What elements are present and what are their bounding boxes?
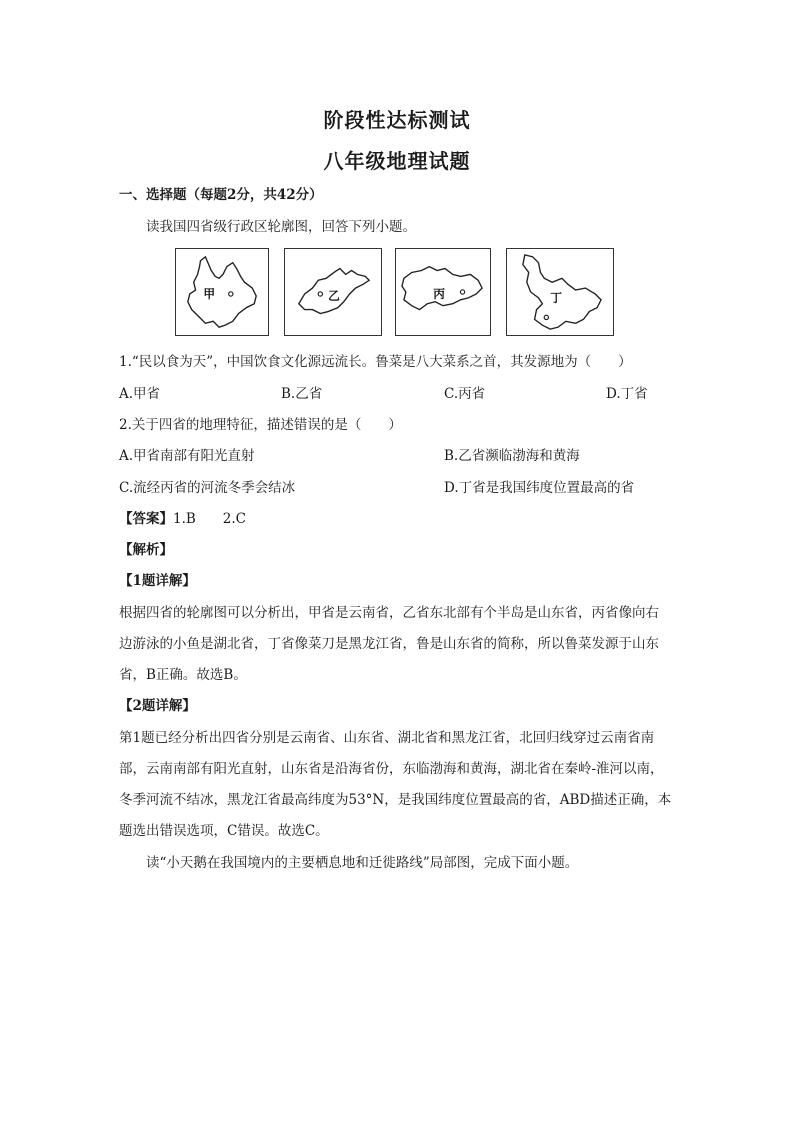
answer-value: 1.B 2.C bbox=[173, 511, 247, 527]
map-label-yi: 乙 bbox=[328, 288, 340, 303]
q1-option-d: D.丁省 bbox=[606, 386, 648, 402]
detail-1-line: 边游泳的小鱼是湖北省，丁省像菜刀是黑龙江省，鲁是山东省的简称，所以鲁菜发源于山东 bbox=[119, 636, 659, 652]
q1-option-c: C.丙省 bbox=[444, 386, 486, 402]
next-question-intro: 读“小天鹅在我国境内的主要栖息地和迁徙路线”局部图，完成下面小题。 bbox=[146, 855, 579, 871]
map-label-ding: 丁 bbox=[550, 290, 562, 305]
analysis-label: 【解析】 bbox=[119, 542, 173, 558]
map-yi bbox=[284, 248, 382, 336]
detail-1-title: 【1题详解】 bbox=[119, 573, 196, 589]
detail-1-line: 省，B正确。故选B。 bbox=[119, 667, 247, 683]
question-1-stem: 1.“民以食为天”，中国饮食文化源远流长。鲁菜是八大菜系之首，其发源地为（ ） bbox=[119, 354, 632, 370]
heilongjiang-outline-icon bbox=[507, 249, 613, 335]
map-bing bbox=[395, 248, 491, 336]
page-subtitle: 八年级地理试题 bbox=[323, 149, 471, 173]
shandong-outline-icon bbox=[285, 249, 381, 335]
yunnan-outline-icon bbox=[176, 249, 268, 335]
map-label-bing: 丙 bbox=[433, 286, 445, 301]
detail-2-line: 部，云南南部有阳光直射，山东省是沿海省份，东临渤海和黄海，湖北省在秦岭-淮河以南， bbox=[119, 761, 664, 777]
answer-label: 【答案】 bbox=[119, 511, 173, 527]
question-intro: 读我国四省级行政区轮廓图，回答下列小题。 bbox=[146, 219, 416, 235]
answer-line bbox=[119, 509, 246, 529]
detail-2-line: 第1题已经分析出四省分别是云南省、山东省、湖北省和黑龙江省，北回归线穿过云南省南 bbox=[119, 730, 655, 746]
q2-option-d: D.丁省是我国纬度位置最高的省 bbox=[444, 480, 635, 496]
q2-option-a: A.甲省南部有阳光直射 bbox=[119, 448, 255, 464]
hubei-outline-icon bbox=[396, 249, 490, 335]
detail-2-line: 冬季河流不结冰，黑龙江省最高纬度为53°N，是我国纬度位置最高的省，ABD描述正确，本 bbox=[119, 792, 672, 808]
map-jia bbox=[175, 248, 269, 336]
question-2-stem: 2.关于四省的地理特征，描述错误的是（ ） bbox=[119, 417, 402, 433]
q2-option-c: C.流经丙省的河流冬季会结冰 bbox=[119, 480, 296, 496]
q2-option-b: B.乙省濒临渤海和黄海 bbox=[444, 448, 580, 464]
map-ding bbox=[506, 248, 614, 336]
section-heading: 一、选择题（每题2分，共42分） bbox=[119, 187, 323, 203]
detail-2-title: 【2题详解】 bbox=[119, 698, 196, 714]
detail-1-line: 根据四省的轮廓图可以分析出，甲省是云南省，乙省东北部有个半岛是山东省，丙省像向右 bbox=[119, 605, 659, 621]
page-title: 阶段性达标测试 bbox=[323, 108, 471, 132]
q1-option-a: A.甲省 bbox=[119, 386, 161, 402]
detail-2-line: 题选出错误选项，C错误。故选C。 bbox=[119, 823, 329, 839]
q1-option-b: B.乙省 bbox=[281, 386, 323, 402]
map-label-jia: 甲 bbox=[203, 286, 216, 301]
